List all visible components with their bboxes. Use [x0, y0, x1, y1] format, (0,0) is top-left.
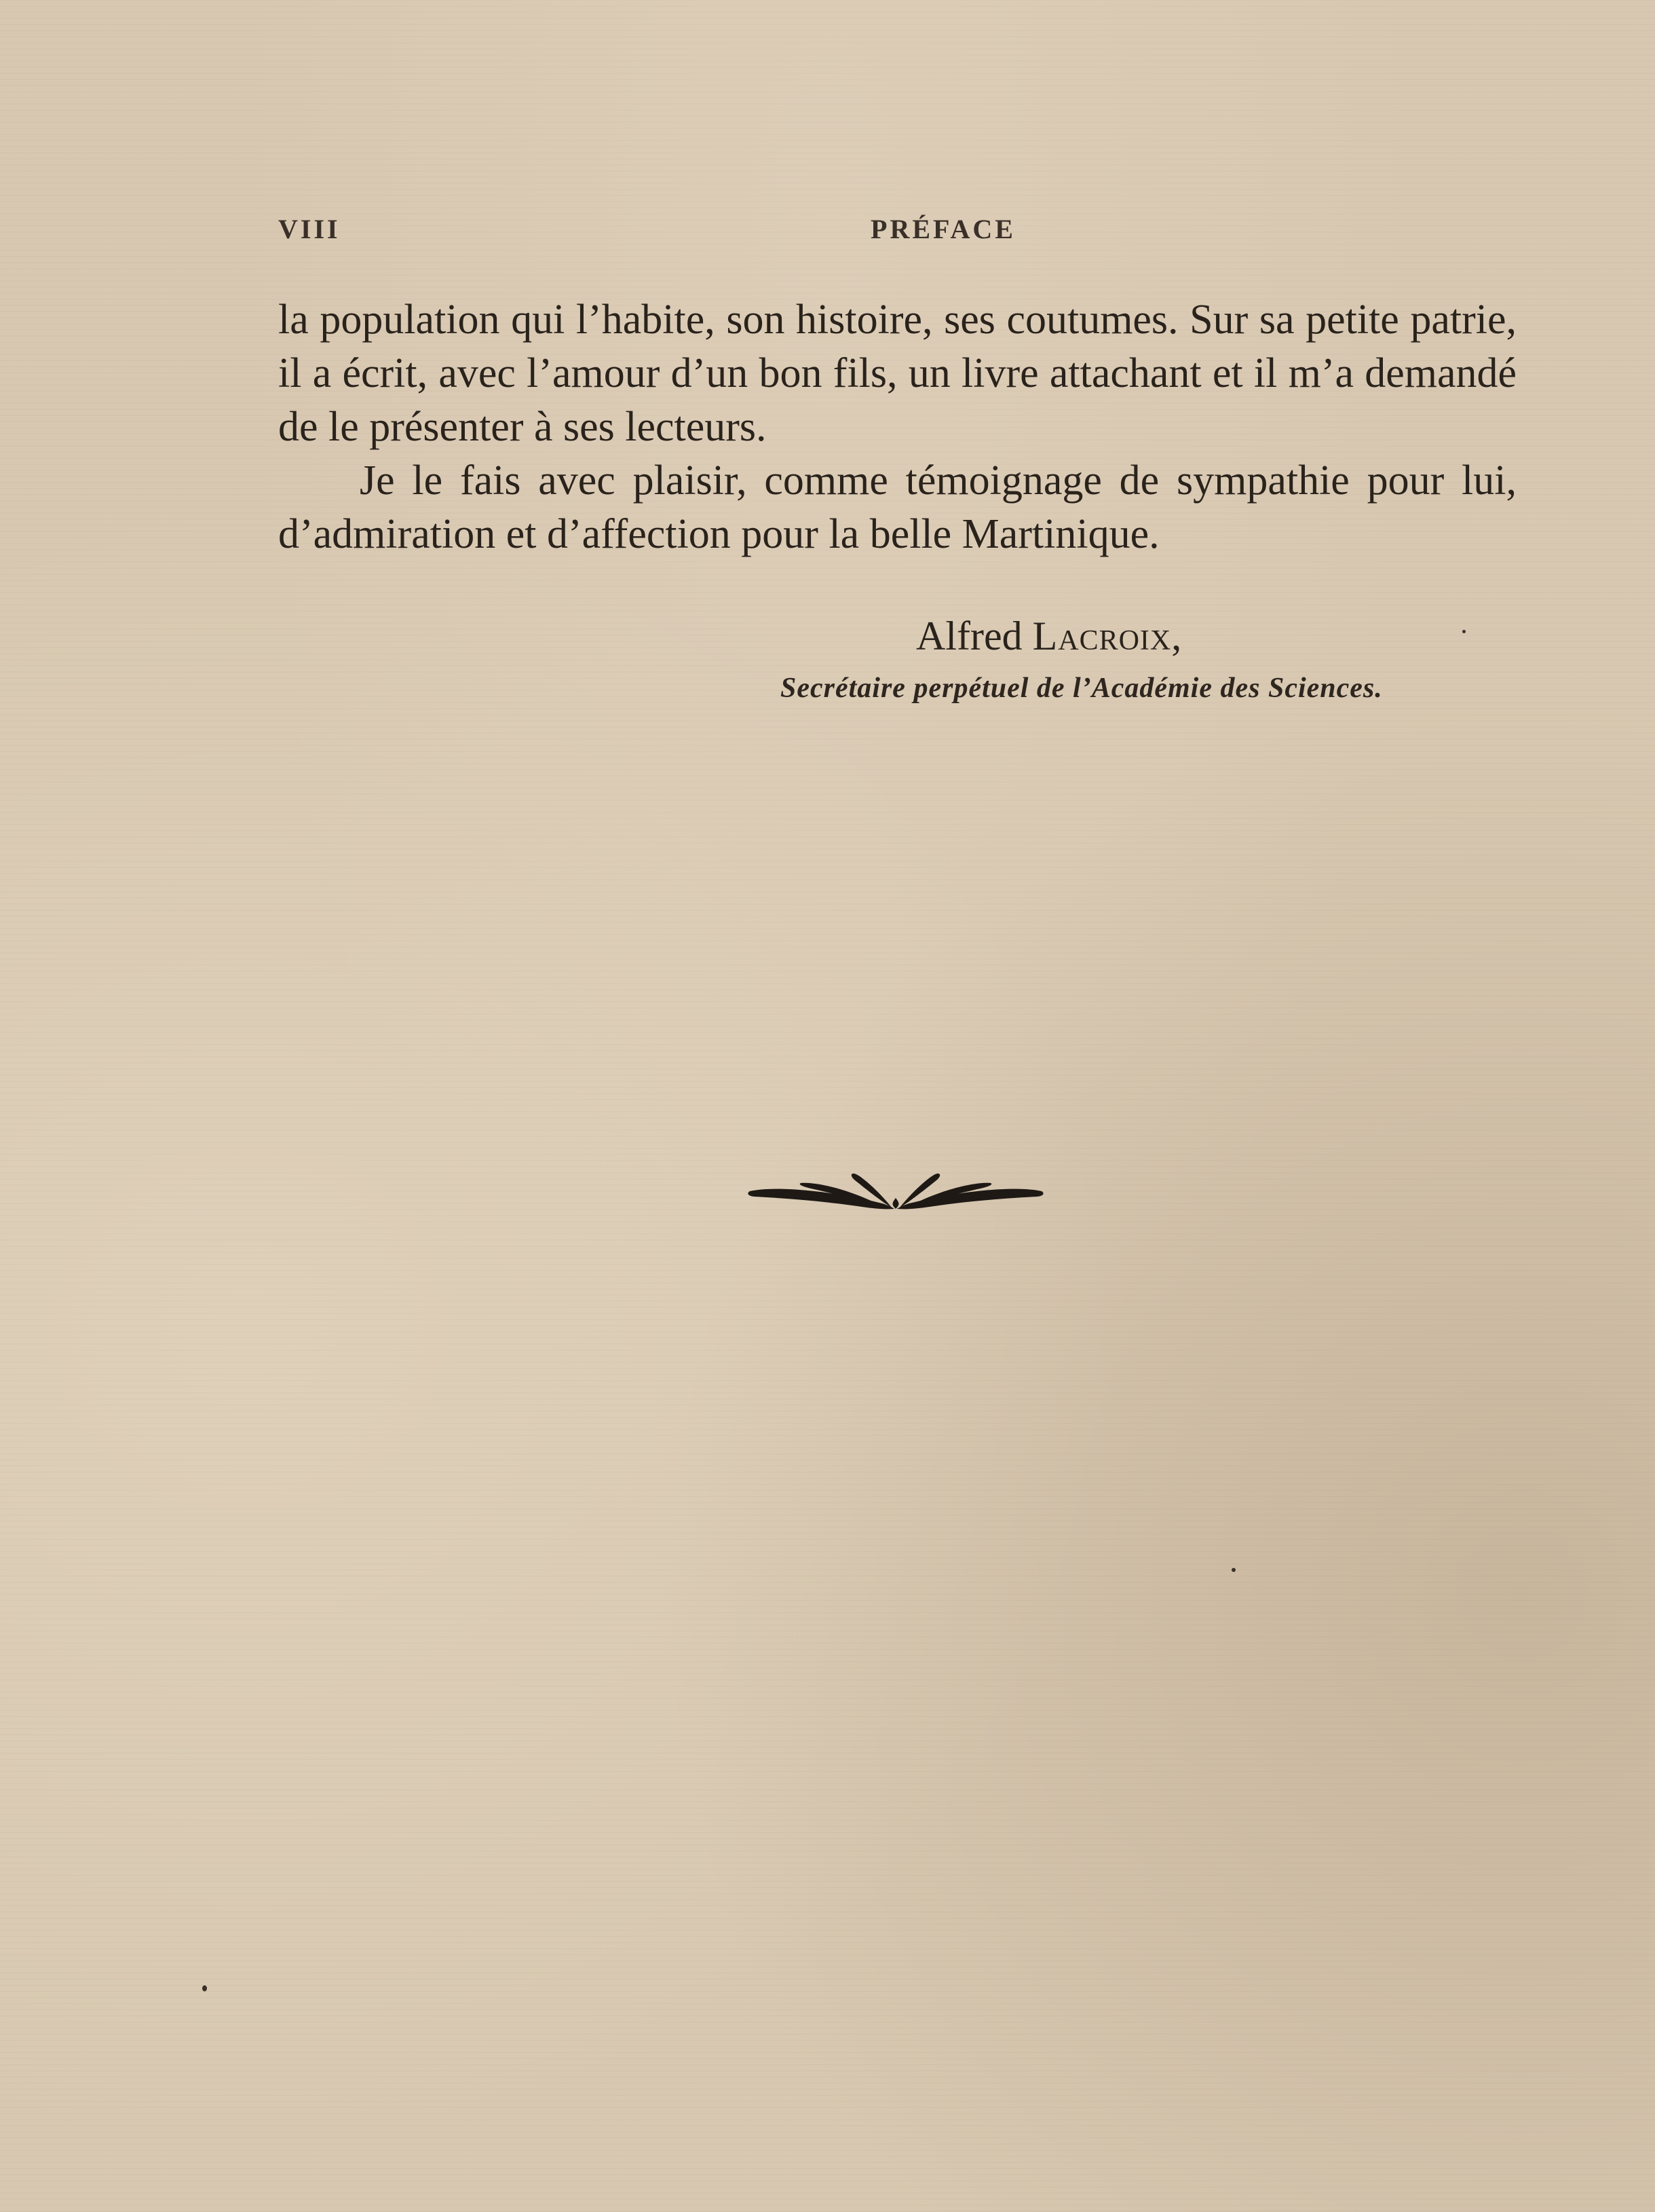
paragraph-continued: la population qui l’habite, son histoire, ses coutumes. Sur sa petite patrie, il a écrit, avec l’amour d’un bon fils, un livre attachant et il m’a demandé de le présenter à ses lecteurs. [278, 297, 1517, 450]
fleuron-ornament-icon [746, 1164, 1045, 1218]
signature-surname: Lacroix [1032, 614, 1172, 658]
paper-speck [202, 1985, 207, 1991]
signature-first-name: Alfred [916, 614, 1023, 658]
paper-speck [1232, 1568, 1236, 1572]
page-number: VIII [278, 214, 341, 244]
paper-speck [1462, 630, 1466, 633]
signature-title: Secrétaire perpétuel de l’Académie des Sciences. [780, 673, 1383, 704]
chapter-title: PRÉFACE [871, 214, 1016, 244]
signature-name [916, 609, 1181, 663]
paragraph: Je le fais avec plaisir, comme témoignage de sympathie pour lui, d’admiration et d’affection pour la belle Martinique. [278, 457, 1517, 557]
body-text [278, 293, 1517, 561]
running-head [278, 213, 1520, 254]
signature-comma: , [1171, 614, 1182, 658]
